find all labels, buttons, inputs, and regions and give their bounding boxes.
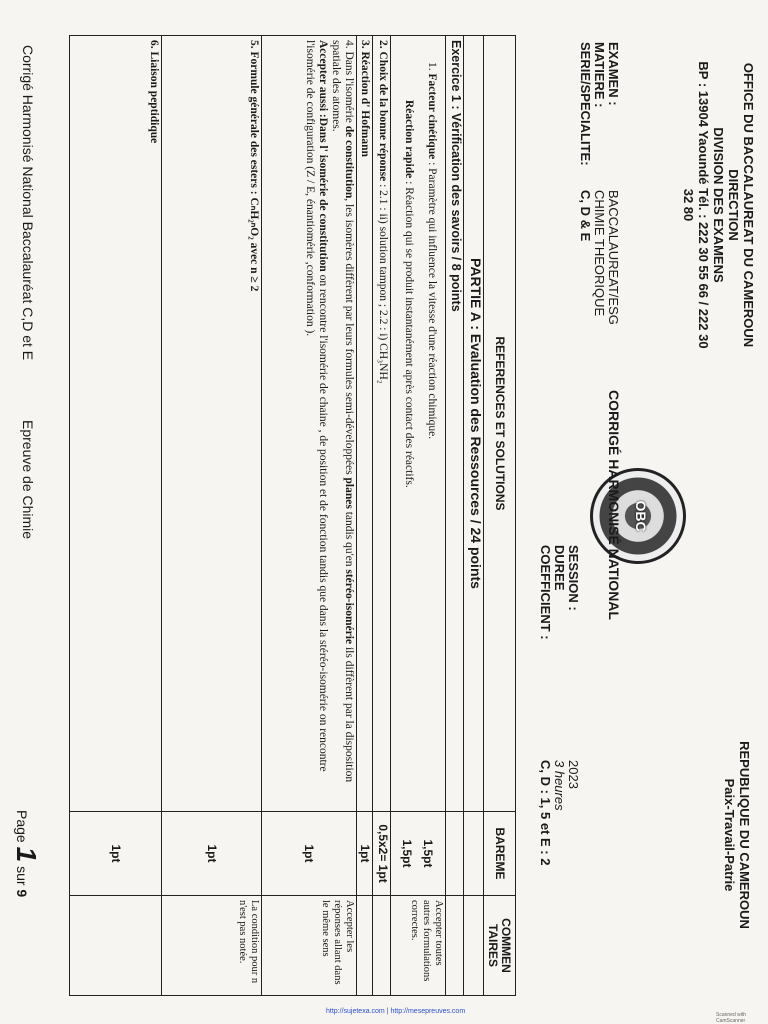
matiere-label: MATIERE :	[592, 42, 607, 108]
q1-term: Facteur cinétique	[426, 73, 438, 160]
serie-label: SERIE/SPECIALITE:	[578, 42, 593, 166]
question-3	[357, 36, 373, 812]
q2-answer: : 2.1 : ii) solution tampon ; 2.2 : i) CH₃NH₂	[377, 181, 389, 384]
office-division: DIVISION DES EXAMENS	[711, 127, 726, 283]
duree-label: DUREE	[552, 545, 567, 591]
question-2	[373, 36, 391, 812]
q4-bold: Accepter aussi :Dans l'	[317, 40, 329, 155]
section-partie-a: PARTIE A : Evaluation des Ressources / 24 points	[464, 36, 484, 812]
page-number	[10, 810, 42, 897]
exercice-title: Exercice 1 : Vérification des savoirs / 8 points	[446, 36, 464, 812]
empty-cell	[464, 896, 484, 996]
page-word: Page	[14, 810, 30, 843]
session-value: 2023	[566, 760, 581, 789]
q3-bareme: 1pt	[357, 812, 373, 896]
q1-comment: Accepter toutes autres formulations correctes.	[391, 896, 446, 996]
q4-alternative	[303, 40, 329, 807]
serie-value: C, D & E	[578, 190, 593, 242]
session-label: SESSION :	[566, 545, 581, 611]
empty-cell	[373, 896, 391, 996]
duree-value: 3 heures	[552, 760, 567, 811]
q5-answer: : CₙH₂ₙO₂ avec n ≥ 2	[248, 187, 260, 292]
q1-bareme-1: 1,5pt	[421, 839, 435, 868]
q5-bareme: 1pt	[162, 812, 262, 896]
examen-label: EXAMEN :	[606, 42, 621, 106]
q1-bareme	[391, 812, 446, 896]
column-header-references: REFERENCES ET SOLUTIONS	[484, 36, 516, 812]
q5-comment: La condition pour n n'est pas notée.	[162, 896, 262, 996]
empty-cell	[70, 896, 162, 996]
republic-motto: Paix-Travail-Patrie	[722, 778, 737, 892]
footer-subject: Epreuve de Chimie	[20, 420, 36, 540]
footer-title: Corrigé Harmonisé National Baccalauréat C,D et E	[20, 45, 36, 361]
question-5	[162, 36, 262, 812]
page-sep: sur	[14, 866, 30, 886]
q2-label: 2. Choix de la bonne réponse	[377, 40, 389, 182]
question-6	[70, 36, 162, 812]
source-url-link[interactable]: http://sujetexa.com | http://mesepreuves.com	[326, 1008, 466, 1015]
question-1	[391, 36, 446, 812]
page-total: 9	[14, 889, 30, 898]
meta-right-values	[538, 760, 580, 865]
matiere-value: CHIMIE THEORIQUE	[592, 190, 607, 317]
question-4	[262, 36, 357, 812]
scanner-watermark: Scanned with CamScanner	[716, 1012, 747, 1024]
office-contact-end: 32 80	[681, 188, 696, 222]
q4-bold: de constitution	[343, 125, 355, 199]
meta-left-labels	[578, 42, 620, 166]
q4-bold: stéréo-isomérie	[343, 569, 355, 645]
seal-lettering: OBC	[633, 500, 649, 532]
q4-text: 4. Dans l'isomérie	[343, 40, 355, 126]
column-header-bareme: BAREME	[484, 812, 516, 896]
republic-header	[722, 690, 752, 980]
republic-name: REPUBLIQUE DU CAMEROUN	[737, 741, 752, 929]
q1-line1	[425, 62, 438, 807]
coefficient-value: C, D : 1, 5 et E : 2	[538, 760, 553, 866]
q4-main	[329, 40, 355, 807]
coefficient-label: COEFFICIENT :	[538, 545, 553, 640]
q6-bareme: 1pt	[70, 812, 162, 896]
q4-bareme: 1pt	[262, 812, 357, 896]
empty-cell	[446, 896, 464, 996]
empty-cell	[464, 812, 484, 896]
meta-right-labels	[538, 545, 580, 640]
examen-value: BACCALAUREAT/ESG	[606, 190, 621, 325]
q4-bold: isomérie de constitution	[317, 154, 329, 272]
office-direction: DIRECTION	[726, 169, 741, 241]
page-current: 1	[11, 846, 42, 863]
office-header	[681, 40, 756, 370]
q1-number: 1.	[426, 62, 438, 71]
q1-bareme-2: 1,5pt	[400, 839, 414, 868]
q1-term2: Réaction rapide	[403, 100, 415, 179]
q1-line2	[402, 100, 415, 807]
office-name: OFFICE DU BACCALAUREAT DU CAMEROUN	[741, 62, 756, 348]
q4-bold: planes	[343, 477, 355, 509]
q4-text: , les isomères diffèrent par leurs formules semi-développées	[343, 198, 355, 478]
document-title: CORRIGÉ HARMONISÉ NATIONAL	[606, 390, 622, 620]
q4-text: tandis qu'en	[343, 508, 355, 570]
q2-bareme: 0,5x2= 1pt	[373, 812, 391, 896]
q4-text: on rencontre l'isomérie de chaine , de position et de fonction tandis que dans la stéréo-isomérie on rencontre l'isomérie de configuration (Z / E, énantiomérie ,conformation ).	[304, 40, 329, 772]
q1-definition: : Paramètre qui influence la vitesse d'une réaction chimique.	[426, 159, 438, 440]
q3-label: 3. Réaction d' Hofmann	[359, 40, 371, 157]
q5-label: 5. Formule générale des esters	[248, 40, 260, 188]
office-contact: BP : 13904 Yaoundé Tél. : 222 30 55 66 / 222 30	[696, 61, 711, 349]
column-header-commentaires: COMMEN TAIRES	[484, 896, 516, 996]
q6-label: 6. Liaison peptidique	[148, 40, 160, 144]
q4-text: ils diffèrent par la disposition spatiale des atomes.	[330, 40, 355, 783]
official-seal-icon	[590, 468, 686, 564]
meta-left-values	[578, 190, 620, 325]
empty-cell	[446, 812, 464, 896]
q4-comment: Accepter les réponses allant dans le même sens	[262, 896, 357, 996]
q1-definition2: : Réaction qui se produit instantanément après contact des réactifs.	[403, 178, 415, 488]
empty-cell	[357, 896, 373, 996]
correction-table	[69, 35, 516, 996]
